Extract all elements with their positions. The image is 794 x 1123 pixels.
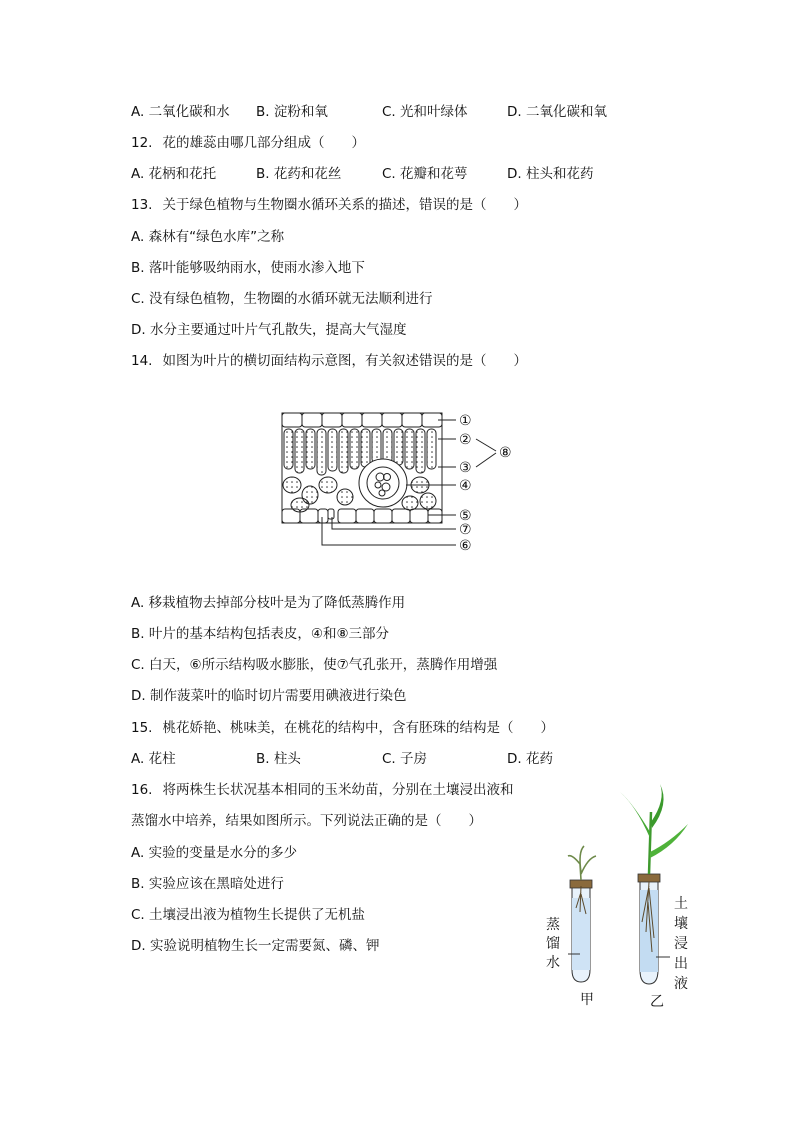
q14-option-a: A. 移栽植物去掉部分枝叶是为了降低蒸腾作用 xyxy=(131,595,406,611)
label-1: ① xyxy=(459,413,472,429)
liquid-label-left-3: 水 xyxy=(546,955,560,971)
tube-label-left: 甲 xyxy=(580,992,594,1008)
label-7: ⑦ xyxy=(459,522,472,538)
q12-stem-line xyxy=(131,134,365,152)
question-number: 16. xyxy=(131,782,153,798)
q15-option-c: C. 子房 xyxy=(382,751,428,767)
question-stem: 桃花娇艳、桃味美，在桃花的结构中，含有胚珠的结构是（ ） xyxy=(162,720,554,736)
question-stem: 将两株生长状况基本相同的玉米幼苗，分别在土壤浸出液和 xyxy=(162,782,514,798)
q14-option-b: B. 叶片的基本结构包括表皮，④和⑧三部分 xyxy=(131,626,390,642)
label-6: ⑥ xyxy=(459,538,472,554)
q14-option-d: D. 制作菠菜叶的临时切片需要用碘液进行染色 xyxy=(131,688,407,704)
question-stem: 如图为叶片的横切面结构示意图，有关叙述错误的是（ ） xyxy=(162,353,527,369)
label-2: ② xyxy=(459,432,472,448)
q13-option-d: D. 水分主要通过叶片气孔散失，提高大气湿度 xyxy=(131,322,407,338)
q12-option-b: B. 花药和花丝 xyxy=(256,166,342,182)
label-4: ④ xyxy=(459,478,472,494)
q16-option-c: C. 土壤浸出液为植物生长提供了无机盐 xyxy=(131,907,366,923)
liquid-label-right-2: 壤 xyxy=(674,916,688,932)
question-stem: 花的雄蕊由哪几部分组成（ ） xyxy=(162,135,365,151)
q13-stem-line xyxy=(131,196,527,214)
question-number: 13. xyxy=(131,197,153,213)
q14-stem-line xyxy=(131,352,527,370)
tube-right xyxy=(620,784,688,984)
q15-option-d: D. 花药 xyxy=(507,751,553,767)
liquid-label-right-3: 浸 xyxy=(674,936,688,952)
q14-option-c: C. 白天，⑥所示结构吸水膨胀，使⑦气孔张开，蒸腾作用增强 xyxy=(131,657,498,673)
question-number: 14. xyxy=(131,353,153,369)
q16-option-b: B. 实验应该在黑暗处进行 xyxy=(131,876,284,892)
label-5: ⑤ xyxy=(459,508,472,524)
q11-option-c: C. 光和叶绿体 xyxy=(382,104,468,120)
q15-option-b: B. 柱头 xyxy=(256,751,301,767)
q12-option-a: A. 花柄和花托 xyxy=(131,166,217,182)
q16-stem-line-2: 蒸馏水中培养，结果如图所示。下列说法正确的是（ ） xyxy=(131,813,482,829)
q15-stem-line xyxy=(131,719,554,737)
tube-label-right: 乙 xyxy=(650,994,664,1010)
leaf-cross-section-figure xyxy=(270,405,530,560)
question-stem: 关于绿色植物与生物圈水循环关系的描述，错误的是（ ） xyxy=(162,197,527,213)
q13-option-b: B. 落叶能够吸纳雨水，使雨水渗入地下 xyxy=(131,260,365,276)
q13-option-a: A. 森林有“绿色水库”之称 xyxy=(131,229,285,245)
q13-option-c: C. 没有绿色植物，生物圈的水循环就无法顺利进行 xyxy=(131,291,433,307)
label-8: ⑧ xyxy=(499,445,512,461)
question-number: 12. xyxy=(131,135,153,151)
q11-option-d: D. 二氧化碳和氧 xyxy=(507,104,607,120)
q11-option-b: B. 淀粉和氧 xyxy=(256,104,328,120)
label-3: ③ xyxy=(459,460,472,476)
q16-stem-line-1 xyxy=(131,781,513,799)
question-number: 15. xyxy=(131,720,153,736)
liquid-label-right-5: 液 xyxy=(674,976,688,992)
q11-option-a: A. 二氧化碳和水 xyxy=(131,104,230,120)
q15-option-a: A. 花柱 xyxy=(131,751,176,767)
liquid-label-right-4: 出 xyxy=(674,956,688,972)
q12-option-d: D. 柱头和花药 xyxy=(507,166,594,182)
liquid-label-left-1: 蒸 xyxy=(546,917,560,933)
seedling-test-tube-figure xyxy=(540,782,692,1014)
tube-left xyxy=(568,846,596,982)
q16-option-d: D. 实验说明植物生长一定需要氮、磷、钾 xyxy=(131,938,380,954)
q16-option-a: A. 实验的变量是水分的多少 xyxy=(131,845,298,861)
q12-option-c: C. 花瓣和花萼 xyxy=(382,166,468,182)
liquid-label-left-2: 馏 xyxy=(546,936,560,952)
liquid-label-right-1: 土 xyxy=(674,896,688,912)
